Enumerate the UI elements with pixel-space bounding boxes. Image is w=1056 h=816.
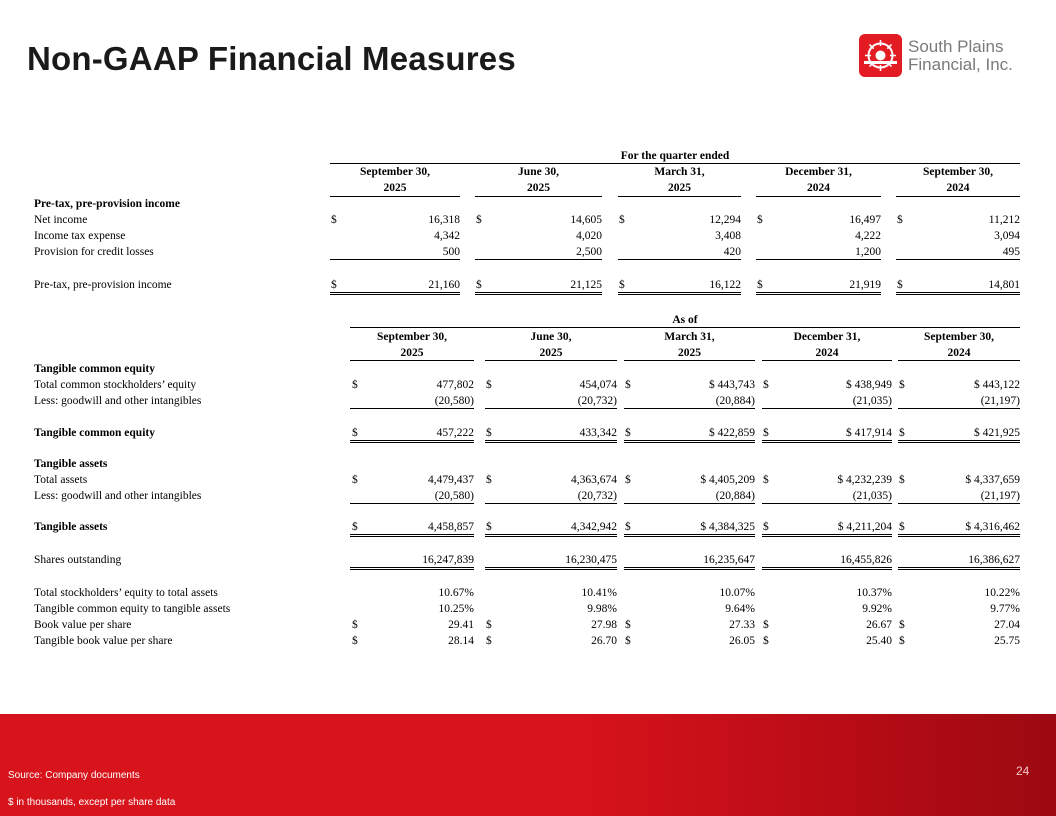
col-header-year: 2024 (947, 347, 971, 359)
row-label: Pre-tax, pre-provision income (34, 279, 172, 291)
col-header-year: 2024 (815, 347, 839, 359)
cell-value: (20,580) (434, 490, 474, 502)
col-header: March 31, (654, 166, 705, 178)
row-label: Total assets (34, 474, 88, 486)
row-label: Book value per share (34, 619, 132, 631)
dollar-sign: $ (352, 427, 358, 439)
cell-value: $ 443,122 (974, 379, 1020, 391)
cell-value: $ 4,384,325 (700, 521, 755, 533)
col-header-year: 2025 (678, 347, 701, 359)
dollar-sign: $ (897, 279, 903, 291)
cell-value: $ 4,337,659 (965, 474, 1020, 486)
dollar-sign: $ (486, 427, 492, 439)
dollar-sign: $ (352, 521, 358, 533)
dollar-sign: $ (331, 279, 337, 291)
cell-value: 500 (442, 246, 460, 258)
cell-value: 10.07% (719, 587, 755, 599)
cell-value: 11,212 (988, 214, 1020, 226)
dollar-sign: $ (352, 619, 358, 631)
cell-value: $ 422,859 (709, 427, 755, 439)
cell-value: (20,580) (434, 395, 474, 407)
cell-value: (20,884) (715, 490, 755, 502)
col-header: September 30, (922, 166, 994, 178)
logo-mark-icon (859, 34, 902, 77)
col-header: March 31, (664, 331, 715, 343)
cell-value: 9.77% (990, 603, 1020, 615)
logo-line2: Financial, Inc. (908, 54, 1013, 74)
units-note: $ in thousands, except per share data (8, 797, 176, 808)
dollar-sign: $ (763, 635, 769, 647)
cell-value: 14,605 (570, 214, 602, 226)
cell-value: 3,094 (994, 230, 1020, 242)
cell-value: 25.75 (994, 635, 1020, 647)
dollar-sign: $ (486, 379, 492, 391)
cell-value: 457,222 (436, 427, 474, 439)
cell-value: 433,342 (579, 427, 617, 439)
col-header: September 30, (376, 331, 448, 343)
col-header: September 30, (359, 166, 431, 178)
cell-value: 10.41% (581, 587, 617, 599)
dollar-sign: $ (619, 279, 625, 291)
cell-value: 10.25% (438, 603, 474, 615)
cell-value: 1,200 (855, 246, 881, 258)
cell-value: $ 417,914 (846, 427, 892, 439)
row-label: Total stockholders’ equity to total assets (34, 587, 218, 599)
dollar-sign: $ (625, 521, 631, 533)
page-number: 24 (1016, 764, 1030, 778)
cell-value: 16,318 (428, 214, 460, 226)
cell-value: 21,160 (428, 279, 460, 291)
dollar-sign: $ (897, 214, 903, 226)
col-header-year: 2025 (668, 182, 691, 194)
cell-value: 16,230,475 (565, 554, 617, 566)
col-header: December 31, (785, 166, 852, 178)
dollar-sign: $ (486, 619, 492, 631)
dollar-sign: $ (899, 635, 905, 647)
col-header: December 31, (793, 331, 861, 343)
dollar-sign: $ (899, 474, 905, 486)
section-heading: Tangible assets (34, 458, 108, 470)
cell-value: 495 (1002, 246, 1020, 258)
logo-line1: South Plains (908, 36, 1004, 56)
col-header-year: 2025 (539, 347, 563, 359)
dollar-sign: $ (899, 619, 905, 631)
cell-value: 16,247,839 (422, 554, 474, 566)
cell-value: (21,197) (980, 490, 1020, 502)
row-label: Provision for credit losses (34, 246, 154, 258)
dollar-sign: $ (619, 214, 625, 226)
cell-value: $ 4,211,204 (837, 521, 892, 533)
cell-value: 477,802 (436, 379, 474, 391)
row-label: Income tax expense (34, 230, 126, 242)
cell-value: 420 (723, 246, 741, 258)
logo-text (908, 38, 1013, 74)
col-header: June 30, (530, 331, 572, 343)
cell-value: 16,455,826 (840, 554, 892, 566)
row-label: Tangible book value per share (34, 635, 173, 647)
cell-value: $ 421,925 (974, 427, 1020, 439)
dollar-sign: $ (763, 427, 769, 439)
cell-value: (20,732) (577, 395, 617, 407)
row-label: Total common stockholders’ equity (34, 379, 197, 391)
dollar-sign: $ (763, 521, 769, 533)
col-header-year: 2024 (946, 182, 970, 194)
cell-value: 4,479,437 (428, 474, 474, 486)
dollar-sign: $ (352, 474, 358, 486)
section-heading: Tangible common equity (34, 363, 155, 375)
company-logo (859, 34, 1013, 77)
dollar-sign: $ (625, 635, 631, 647)
cell-value: 16,235,647 (703, 554, 755, 566)
dollar-sign: $ (486, 521, 492, 533)
cell-value: 4,020 (576, 230, 602, 242)
dollar-sign: $ (757, 214, 763, 226)
cell-value: 16,122 (709, 279, 741, 291)
cell-value: (21,035) (852, 490, 892, 502)
row-label: Tangible assets (34, 521, 108, 533)
cell-value: (20,732) (577, 490, 617, 502)
cell-value: $ 443,743 (709, 379, 755, 391)
cell-value: 21,919 (849, 279, 881, 291)
cell-value: 4,222 (855, 230, 881, 242)
dollar-sign: $ (625, 379, 631, 391)
table1-super-header: For the quarter ended (620, 150, 730, 162)
cell-value: 9.92% (862, 603, 892, 615)
cell-value: 4,342 (434, 230, 460, 242)
cell-value: $ 4,232,239 (837, 474, 892, 486)
cell-value: 10.37% (856, 587, 892, 599)
cell-value: (20,884) (715, 395, 755, 407)
cell-value: 4,458,857 (428, 521, 474, 533)
cell-value: 27.98 (591, 619, 617, 631)
row-label: Less: goodwill and other intangibles (34, 490, 202, 502)
dollar-sign: $ (486, 635, 492, 647)
dollar-sign: $ (899, 379, 905, 391)
cell-value: 2,500 (576, 246, 602, 258)
cell-value: 26.67 (866, 619, 892, 631)
col-header-year: 2025 (400, 347, 424, 359)
cell-value: 25.40 (866, 635, 892, 647)
col-header: June 30, (518, 166, 559, 178)
cell-value: $ 4,405,209 (700, 474, 755, 486)
cell-value: 14,801 (988, 279, 1020, 291)
row-label: Tangible common equity to tangible assets (34, 603, 231, 615)
col-header-year: 2025 (383, 182, 407, 194)
cell-value: $ 438,949 (846, 379, 892, 391)
cell-value: 3,408 (715, 230, 741, 242)
dollar-sign: $ (899, 521, 905, 533)
cell-value: 16,386,627 (968, 554, 1020, 566)
cell-value: 10.67% (438, 587, 474, 599)
dollar-sign: $ (625, 474, 631, 486)
cell-value: 27.33 (729, 619, 755, 631)
cell-value: $ 4,316,462 (965, 521, 1020, 533)
col-header: September 30, (923, 331, 995, 343)
dollar-sign: $ (486, 474, 492, 486)
dollar-sign: $ (331, 214, 337, 226)
cell-value: 454,074 (579, 379, 617, 391)
cell-value: 4,363,674 (571, 474, 617, 486)
cell-value: 16,497 (849, 214, 881, 226)
cell-value: 10.22% (984, 587, 1020, 599)
page-title: Non-GAAP Financial Measures (27, 40, 516, 77)
cell-value: 29.41 (448, 619, 474, 631)
dollar-sign: $ (625, 427, 631, 439)
cell-value: 21,125 (570, 279, 602, 291)
dollar-sign: $ (352, 635, 358, 647)
cell-value: 9.64% (725, 603, 755, 615)
dollar-sign: $ (899, 427, 905, 439)
cell-value: 26.70 (591, 635, 617, 647)
col-header-year: 2024 (807, 182, 830, 194)
source-note: Source: Company documents (8, 770, 140, 781)
row-label: Shares outstanding (34, 554, 122, 566)
cell-value: 4,342,942 (571, 521, 617, 533)
dollar-sign: $ (763, 379, 769, 391)
cell-value: 12,294 (709, 214, 741, 226)
dollar-sign: $ (476, 279, 482, 291)
dollar-sign: $ (763, 474, 769, 486)
dollar-sign: $ (757, 279, 763, 291)
col-header-year: 2025 (527, 182, 550, 194)
row-label: Net income (34, 214, 88, 226)
cell-value: (21,197) (980, 395, 1020, 407)
cell-value: (21,035) (852, 395, 892, 407)
dollar-sign: $ (352, 379, 358, 391)
dollar-sign: $ (476, 214, 482, 226)
cell-value: 27.04 (994, 619, 1020, 631)
dollar-sign: $ (763, 619, 769, 631)
cell-value: 9.98% (587, 603, 617, 615)
row-label: Less: goodwill and other intangibles (34, 395, 202, 407)
cell-value: 28.14 (448, 635, 474, 647)
section-heading: Pre-tax, pre-provision income (34, 198, 180, 210)
dollar-sign: $ (625, 619, 631, 631)
cell-value: 26.05 (729, 635, 755, 647)
table2-super-header: As of (672, 314, 698, 326)
row-label: Tangible common equity (34, 427, 155, 439)
